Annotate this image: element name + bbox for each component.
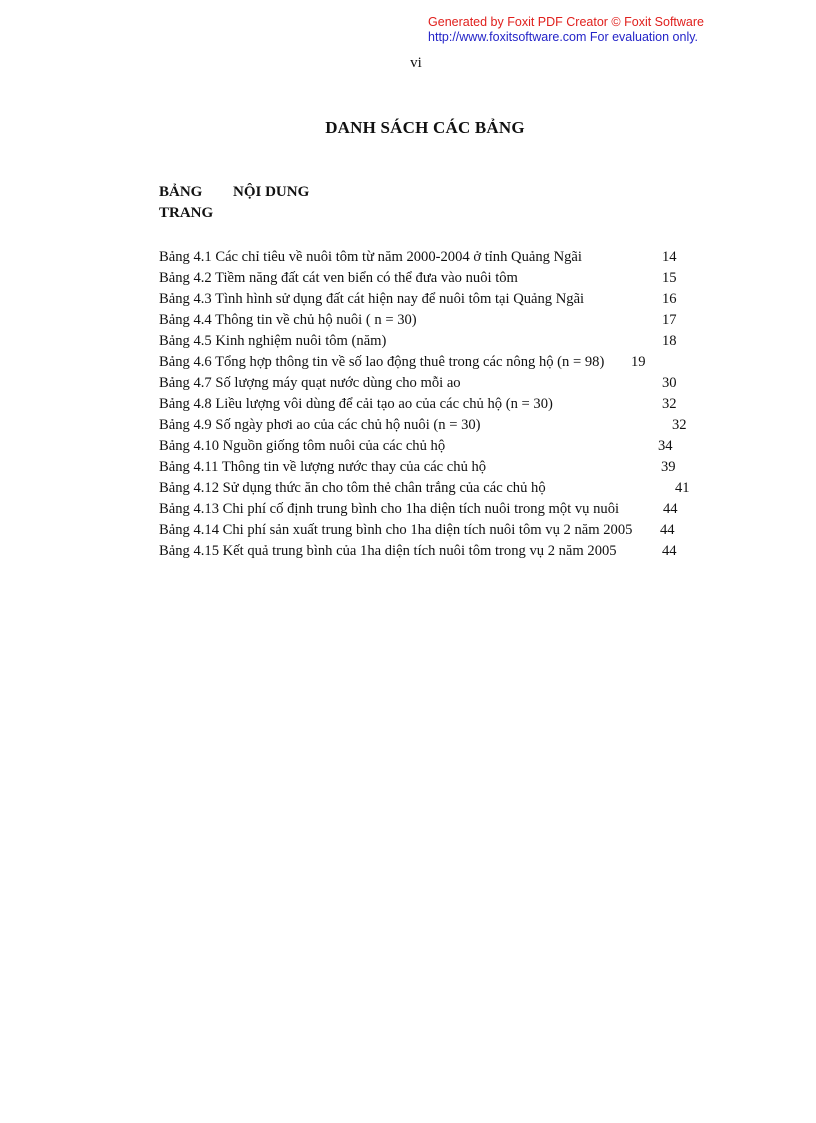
entry-page-number: 34 [658, 438, 673, 454]
entry-title: Bảng 4.5 Kinh nghiệm nuôi tôm (năm) [159, 333, 387, 349]
table-list [159, 247, 699, 562]
list-item[interactable] [159, 289, 699, 310]
list-item[interactable] [159, 310, 699, 331]
entry-title: Bảng 4.15 Kết quả trung bình của 1ha diện tích nuôi tôm trong vụ 2 năm 2005 [159, 543, 617, 559]
list-item[interactable] [159, 268, 699, 289]
entry-page-number: 39 [661, 459, 676, 475]
entry-page-number: 32 [672, 417, 687, 433]
list-item[interactable] [159, 373, 699, 394]
entry-page-number: 32 [662, 396, 677, 412]
entry-page-number: 18 [662, 333, 677, 349]
entry-page-number: 17 [662, 312, 677, 328]
entry-title: Bảng 4.7 Số lượng máy quạt nước dùng cho mỗi ao [159, 375, 461, 391]
entry-page-number: 14 [662, 249, 677, 265]
column-header-noi-dung: NỘI DUNG [233, 184, 310, 200]
entry-title: Bảng 4.9 Số ngày phơi ao của các chủ hộ nuôi (n = 30) [159, 417, 481, 433]
column-header-bang: BẢNG [159, 184, 203, 200]
entry-title: Bảng 4.1 Các chỉ tiêu về nuôi tôm từ năm 2000-2004 ở tỉnh Quảng Ngãi [159, 249, 582, 265]
entry-page-number: 44 [660, 522, 675, 538]
entry-title: Bảng 4.13 Chi phí cố định trung bình cho 1ha diện tích nuôi trong một vụ nuôi [159, 501, 620, 517]
entry-page-number: 19 [631, 354, 646, 370]
entry-title: Bảng 4.10 Nguồn giống tôm nuôi của các chủ hộ [159, 438, 446, 454]
evaluation-watermark [428, 15, 704, 45]
entry-title: Bảng 4.3 Tình hình sử dụng đất cát hiện nay để nuôi tôm tại Quảng Ngãi [159, 291, 585, 307]
entry-title: Bảng 4.8 Liều lượng vôi dùng để cải tạo ao của các chủ hộ (n = 30) [159, 396, 553, 412]
entry-page-number: 41 [675, 480, 690, 496]
list-item[interactable] [159, 541, 699, 562]
page-title: DANH SÁCH CÁC BẢNG [325, 118, 525, 137]
list-item[interactable] [159, 352, 699, 373]
entry-page-number: 30 [662, 375, 677, 391]
entry-page-number: 44 [662, 543, 677, 559]
list-item[interactable] [159, 436, 699, 457]
entry-title: Bảng 4.14 Chi phí sản xuất trung bình cho 1ha diện tích nuôi tôm vụ 2 năm 2005 [159, 522, 633, 538]
column-header-trang: TRANG [159, 205, 214, 221]
entry-title: Bảng 4.12 Sử dụng thức ăn cho tôm thẻ chân trắng của các chủ hộ [159, 480, 546, 496]
watermark-line-2: http://www.foxitsoftware.com For evaluation only. [428, 30, 699, 44]
list-item[interactable] [159, 499, 699, 520]
list-item[interactable] [159, 478, 699, 499]
list-item[interactable] [159, 520, 699, 541]
entry-page-number: 44 [663, 501, 678, 517]
page-number: vi [410, 55, 422, 71]
entry-title: Bảng 4.6 Tổng hợp thông tin về số lao động thuê trong các nông hộ (n = 98) [159, 354, 605, 370]
entry-title: Bảng 4.4 Thông tin về chủ hộ nuôi ( n = 30) [159, 312, 417, 328]
entry-page-number: 16 [662, 291, 677, 307]
list-item[interactable] [159, 247, 699, 268]
list-item[interactable] [159, 415, 699, 436]
list-item[interactable] [159, 457, 699, 478]
list-item[interactable] [159, 331, 699, 352]
list-item[interactable] [159, 394, 699, 415]
entry-page-number: 15 [662, 270, 677, 286]
entry-title: Bảng 4.11 Thông tin về lượng nước thay của các chủ hộ [159, 459, 487, 475]
watermark-line-1: Generated by Foxit PDF Creator © Foxit Software [428, 15, 704, 29]
entry-title: Bảng 4.2 Tiềm năng đất cát ven biển có thể đưa vào nuôi tôm [159, 270, 518, 286]
